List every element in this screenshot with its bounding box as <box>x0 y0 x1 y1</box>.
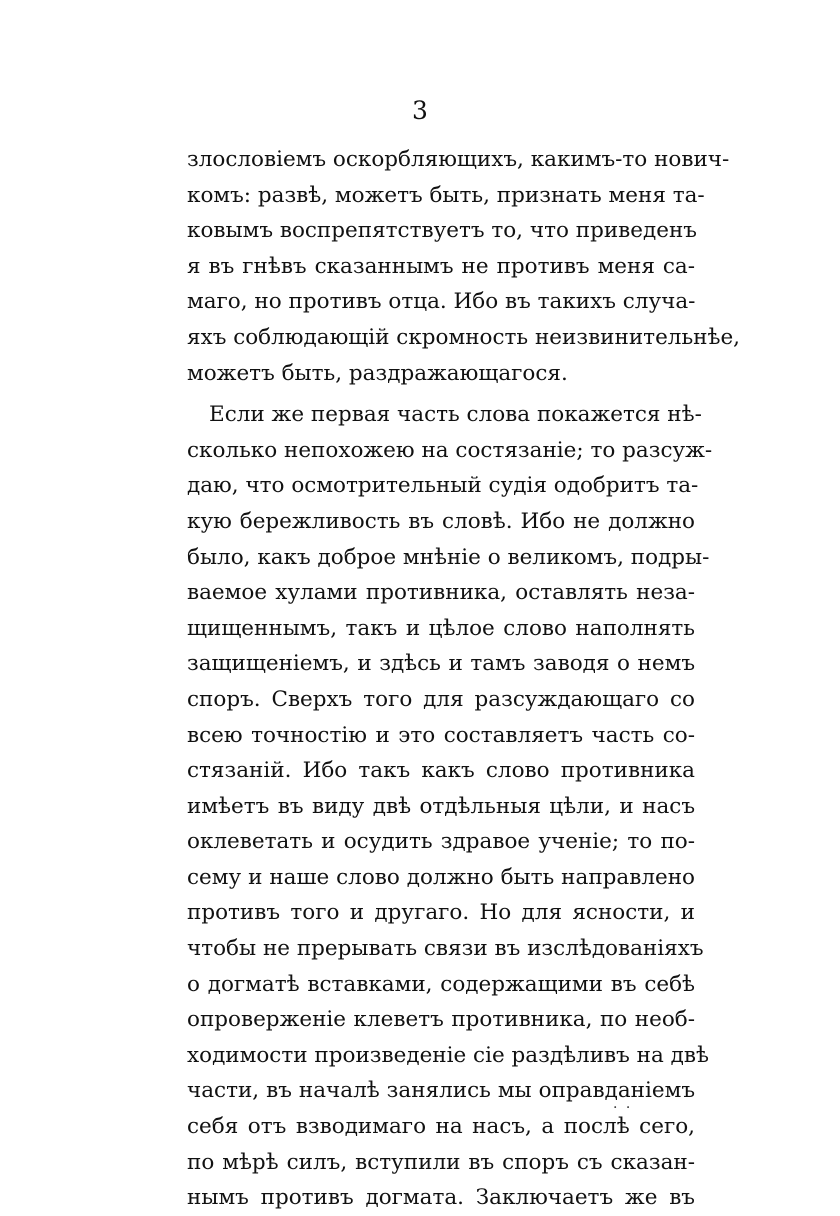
text-line: щищеннымъ, такъ и цѣлое слово наполнять <box>187 615 695 641</box>
text-line: противъ того и другаго. Но для ясности, и <box>187 900 695 926</box>
text-line: я въ гнѣвъ сказаннымъ не противъ меня са- <box>187 253 695 279</box>
text-line: можетъ быть, раздражающагося. <box>187 360 568 386</box>
text-line: части, въ началѣ занялись мы оправданіемъ <box>187 1078 695 1104</box>
text-line: оклеветать и осудить здравое ученіе; то по- <box>187 829 695 855</box>
text-line: себя отъ взводимаго на насъ, а послѣ сего, <box>187 1114 695 1140</box>
text-line: кую бережливость въ словѣ. Ибо не должно <box>187 508 695 534</box>
text-line: о догматѣ вставками, содержащими въ себѣ <box>187 971 695 997</box>
text-line: нымъ противъ догмата. Заключаетъ же въ <box>187 1185 695 1211</box>
text-line: яхъ соблюдающій скромность неизвинительнѣе, <box>187 324 741 350</box>
text-line: было, какъ доброе мнѣніе о великомъ, подры- <box>187 544 710 570</box>
signature-mark: · · <box>613 1100 633 1116</box>
text-line: комъ: развѣ, можетъ быть, признать меня та- <box>187 182 705 208</box>
text-line: злословіемъ оскорбляющихъ, какимъ-то нович- <box>187 147 730 172</box>
text-line: даю, что осмотрительный судія одобритъ та- <box>187 473 699 499</box>
text-line: по мѣрѣ силъ, вступили въ споръ съ сказан- <box>187 1149 695 1175</box>
text-line: стязаній. Ибо такъ какъ слово противника <box>187 758 695 784</box>
text-line: защищеніемъ, и здѣсь и тамъ заводя о немъ <box>187 651 695 677</box>
text-line: всею точностію и это составляетъ часть со- <box>187 722 695 748</box>
text-line: Если же первая часть слова покажется нѣ- <box>209 402 702 428</box>
text-line: споръ. Сверхъ того для разсуждающаго со <box>187 686 695 712</box>
page-number: 3 <box>412 96 428 125</box>
text-line: сколько непохожею на состязаніе; то разсуж- <box>187 437 713 463</box>
text-line: ковымъ воспрепятствуетъ то, что приведенъ <box>187 218 697 244</box>
text-line: ходимости произведеніе сіе раздѣливъ на двѣ <box>187 1042 709 1068</box>
text-line: маго, но противъ отца. Ибо въ такихъ случа- <box>187 289 696 315</box>
text-line: ваемое хулами противника, оставлять неза- <box>187 580 695 606</box>
text-line: чтобы не прерывать связи въ изслѣдованіяхъ <box>187 936 704 962</box>
body-text <box>187 142 741 1216</box>
text-line: имѣетъ въ виду двѣ отдѣльныя цѣли, и насъ <box>187 793 695 819</box>
text-line: опроверженіе клеветъ противника, по необ- <box>187 1007 695 1033</box>
text-line: сему и наше слово должно быть направлено <box>187 864 695 890</box>
